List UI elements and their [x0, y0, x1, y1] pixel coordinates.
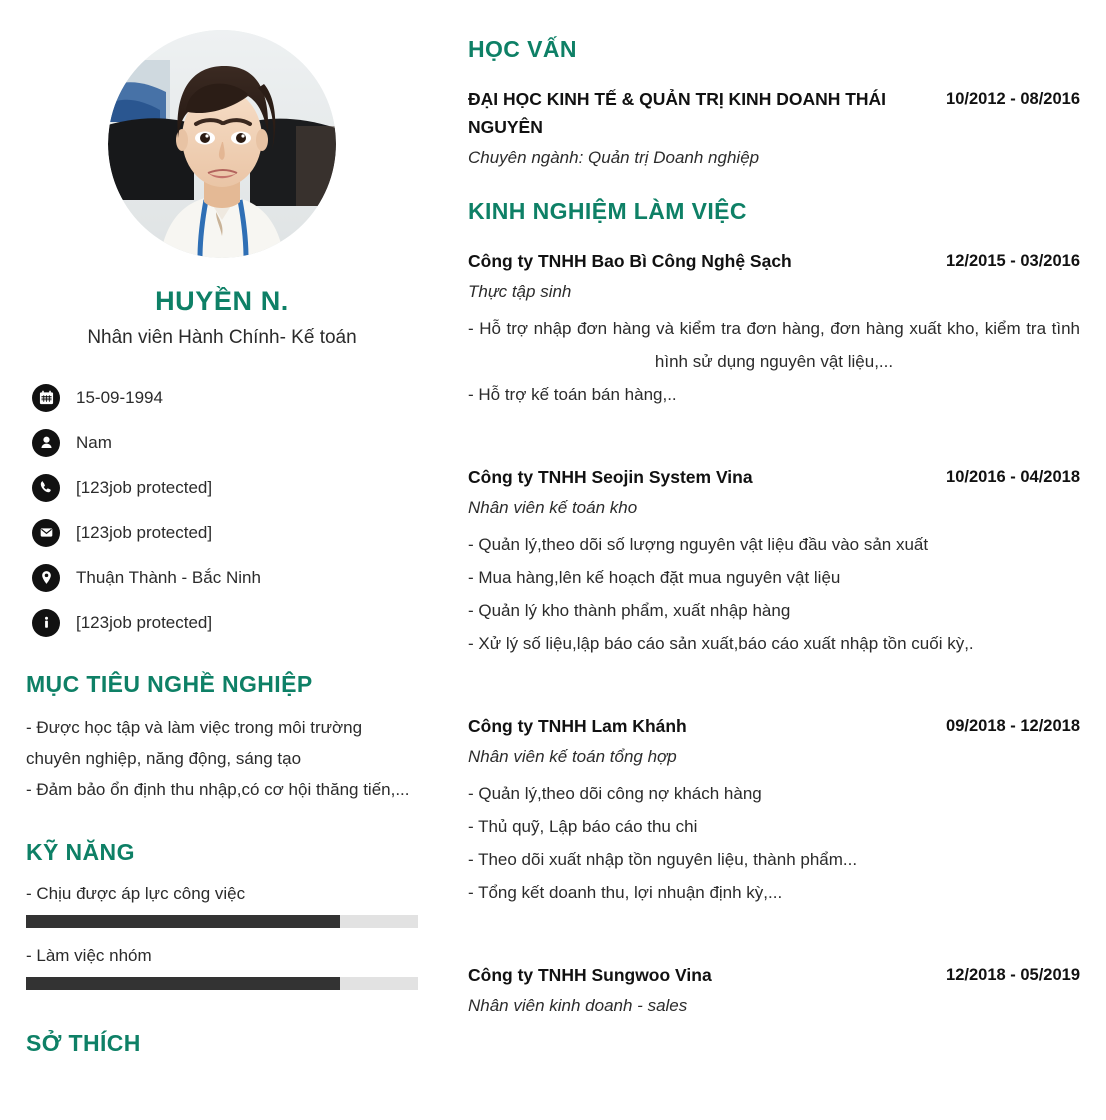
- skills-heading: KỸ NĂNG: [26, 839, 135, 865]
- job-bullet: - Theo dõi xuất nhập tồn nguyên liệu, thành phẩm...: [468, 850, 858, 869]
- person-icon: [32, 429, 60, 457]
- experience-entry-header: [468, 712, 1080, 740]
- page-title: HUYỀN N.: [155, 286, 289, 316]
- education-section: [468, 36, 1080, 168]
- experience-entry: [468, 247, 1080, 411]
- contact-item-phone: [32, 465, 418, 510]
- contact-value: Nam: [76, 432, 112, 452]
- objective-line: - Đảm bảo ổn định thu nhập,có cơ hội thăng tiến,...: [26, 780, 410, 799]
- skill-item: [26, 946, 418, 990]
- job-position: Thực tập sinh: [468, 282, 572, 301]
- experience-entry: [468, 712, 1080, 909]
- info-icon: [32, 609, 60, 637]
- skill-label: - Làm việc nhóm: [26, 946, 152, 965]
- experience-entry: [468, 961, 1080, 1016]
- education-major: Chuyên ngành: Quản trị Doanh nghiệp: [468, 148, 760, 167]
- skills-section: [26, 839, 418, 990]
- job-bullet-list: [468, 777, 1080, 909]
- skill-item: [26, 884, 418, 928]
- contact-value: [123job protected]: [76, 612, 213, 632]
- job-bullet: - Xử lý số liệu,lập báo cáo sản xuất,báo cáo xuất nhập tồn cuối kỳ,.: [468, 634, 974, 653]
- job-bullet: - Mua hàng,lên kế hoạch đặt mua nguyên vật liệu: [468, 568, 841, 587]
- company-name: Công ty TNHH Seojin System Vina: [468, 467, 753, 487]
- job-position: Nhân viên kinh doanh - sales: [468, 996, 688, 1015]
- contact-item-birthdate: [32, 375, 418, 420]
- experience-entry-header: [468, 961, 1080, 989]
- job-bullet: - Tổng kết doanh thu, lợi nhuận định kỳ,...: [468, 883, 783, 902]
- skill-progress-fill: [26, 977, 340, 990]
- skill-progress-fill: [26, 915, 340, 928]
- interests-heading: SỞ THÍCH: [26, 1030, 141, 1056]
- entry-divider: [468, 909, 1080, 939]
- job-bullet: - Hỗ trợ kế toán bán hàng,..: [468, 385, 677, 404]
- objective-section: [26, 671, 418, 805]
- experience-date: 12/2018 - 05/2019: [946, 966, 1080, 984]
- entry-divider: [468, 660, 1080, 690]
- calendar-icon: [32, 384, 60, 412]
- company-name: Công ty TNHH Lam Khánh: [468, 716, 687, 736]
- email-icon: [32, 519, 60, 547]
- school-name: ĐẠI HỌC KINH TẾ & QUẢN TRỊ KINH DOANH THÁI NGUYÊN: [468, 89, 887, 137]
- job-bullet-list: [468, 528, 1080, 660]
- cv-right-column: [468, 0, 1106, 1120]
- skill-progress-track: [26, 977, 418, 990]
- experience-entry-header: [468, 247, 1080, 275]
- contact-item-gender: [32, 420, 418, 465]
- contact-value: 15-09-1994: [76, 387, 163, 407]
- company-name: Công ty TNHH Sungwoo Vina: [468, 965, 712, 985]
- location-icon: [32, 564, 60, 592]
- job-bullet: - Quản lý,theo dõi công nợ khách hàng: [468, 784, 762, 803]
- contact-value: Thuận Thành - Bắc Ninh: [76, 567, 261, 587]
- contact-item-location: [32, 555, 418, 600]
- job-bullet-list: [468, 312, 1080, 411]
- education-heading: HỌC VẤN: [468, 36, 577, 62]
- skill-label: - Chịu được áp lực công việc: [26, 884, 246, 903]
- contact-list: [26, 375, 418, 645]
- entry-divider: [468, 411, 1080, 441]
- contact-item-email: [32, 510, 418, 555]
- job-bullet: - Quản lý kho thành phẩm, xuất nhập hàng: [468, 601, 791, 620]
- contact-value: [123job protected]: [76, 522, 213, 542]
- phone-icon: [32, 474, 60, 502]
- experience-date: 10/2016 - 04/2018: [946, 468, 1080, 486]
- section-divider: [468, 168, 1080, 198]
- job-bullet: - Thủ quỹ, Lập báo cáo thu chi: [468, 817, 698, 836]
- profile-role: Nhân viên Hành Chính- Kế toán: [87, 327, 357, 348]
- contact-item-info: [32, 600, 418, 645]
- education-entry: [468, 85, 1080, 168]
- experience-section: [468, 198, 1080, 1016]
- cv-left-column: [0, 0, 440, 1120]
- experience-entry: [468, 463, 1080, 660]
- job-bullet: - Quản lý,theo dõi số lượng nguyên vật liệu đầu vào sản xuất: [468, 535, 929, 554]
- avatar: [108, 30, 336, 258]
- contact-value: [123job protected]: [76, 477, 213, 497]
- profile-photo-image: [108, 30, 336, 258]
- skill-progress-track: [26, 915, 418, 928]
- experience-date: 12/2015 - 03/2016: [946, 252, 1080, 270]
- education-date: 10/2012 - 08/2016: [946, 90, 1080, 108]
- experience-heading: KINH NGHIỆM LÀM VIỆC: [468, 198, 747, 224]
- objective-heading: MỤC TIÊU NGHỀ NGHIỆP: [26, 671, 313, 697]
- objective-line: - Được học tập và làm việc trong môi trường chuyên nghiệp, năng động, sáng tạo: [26, 718, 363, 768]
- company-name: Công ty TNHH Bao Bì Công Nghệ Sạch: [468, 251, 792, 271]
- experience-entry-header: [468, 463, 1080, 491]
- interests-section: [26, 1030, 418, 1057]
- job-position: Nhân viên kế toán kho: [468, 498, 638, 517]
- job-bullet: - Hỗ trợ nhập đơn hàng và kiểm tra đơn hàng, đơn hàng xuất kho, kiểm tra tình hình sử dụng nguyên vật liệu,...: [468, 319, 1080, 371]
- education-entry-header: [468, 85, 1080, 141]
- job-position: Nhân viên kế toán tổng hợp: [468, 747, 677, 766]
- experience-date: 09/2018 - 12/2018: [946, 717, 1080, 735]
